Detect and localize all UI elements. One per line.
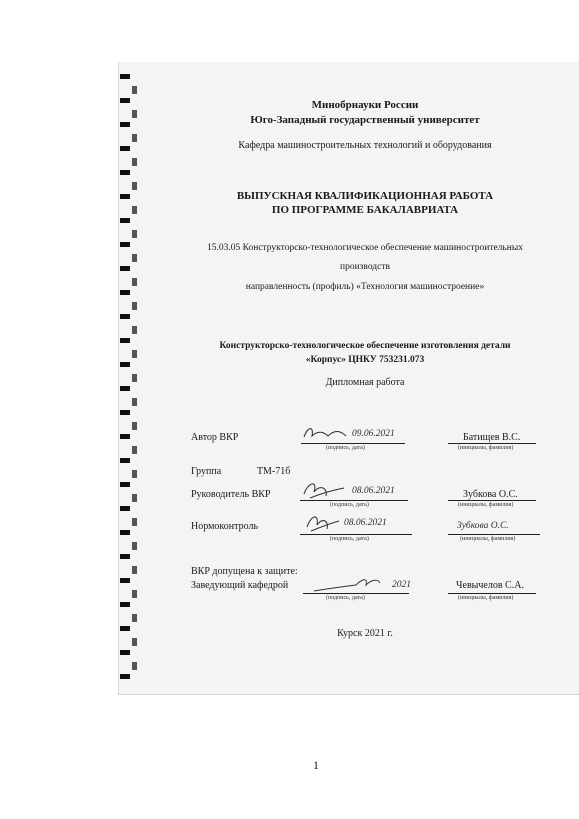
ministry-name: Минобрнауки России [311,99,419,111]
group-label: Группа [191,466,222,477]
supervisor-label: Руководитель ВКР [191,489,271,500]
department-name: Кафедра машиностроительных технологий и оборудования [238,140,492,151]
program-line3: направленность (профиль) «Технология машиностроение» [245,282,485,292]
normcontrol-sign-line [300,534,412,535]
topic-line2: «Корпус» ЦНКУ 753231.073 [305,355,425,365]
supervisor-name-line [448,500,536,501]
doc-title-line2: ПО ПРОГРАММЕ БАКАЛАВРИАТА [271,204,459,216]
author-sign-hint: (подпись, дата) [326,445,365,451]
author-sign-line [301,443,405,444]
university-name: Юго-Западный государственный университет [250,114,480,126]
supervisor-name-hint: (инициалы, фамилия) [458,502,514,508]
normcontrol-label: Нормоконтроль [191,521,259,532]
doc-title-line1: ВЫПУСКНАЯ КВАЛИФИКАЦИОННАЯ РАБОТА [236,190,494,202]
program-line1: 15.03.05 Конструкторско-технологическое обеспечение машиностроительных [207,243,523,253]
topic-line1: Конструкторско-технологическое обеспечение изготовления детали [219,341,511,351]
normcontrol-sign-date: 08.06.2021 [344,518,387,528]
supervisor-sign-hint: (подпись, дата) [330,502,369,508]
head-sign-hint: (подпись, дата) [326,595,365,601]
author-sign-date: 09.06.2021 [352,429,395,439]
supervisor-name: Зубкова О.С. [463,489,518,500]
spiral-binding [118,72,142,692]
normcontrol-sign-hint: (подпись, дата) [330,536,369,542]
work-type: Дипломная работа [325,377,405,388]
head-sign-date: 2021 [392,580,411,590]
admission-label: ВКР допущена к защите: [191,566,298,577]
head-of-department-label: Заведующий кафедрой [191,580,289,591]
normcontrol-name-line [448,534,540,535]
page-number: 1 [313,758,319,772]
city-year: Курск 2021 г. [337,628,393,639]
normcontrol-name: Зубкова О.С. [457,521,509,531]
head-name: Чевычелов С.А. [456,580,524,591]
author-name-line [448,443,536,444]
supervisor-sign-date: 08.06.2021 [352,486,395,496]
author-label: Автор ВКР [191,432,239,443]
head-name-line [448,593,536,594]
head-sign-line [303,593,409,594]
normcontrol-name-hint: (инициалы, фамилия) [460,536,516,542]
author-name: Батищев В.С. [463,432,521,443]
program-line2: производств [339,262,390,272]
head-name-hint: (инициалы, фамилия) [458,595,514,601]
supervisor-sign-line [300,500,408,501]
group-value: ТМ-71б [257,466,291,477]
author-name-hint: (инициалы, фамилия) [458,445,514,451]
